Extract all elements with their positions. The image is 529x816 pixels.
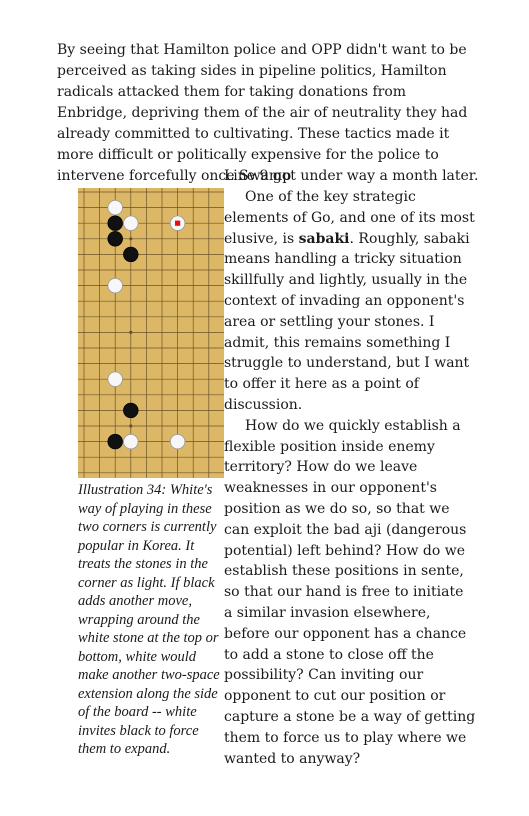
black-stone: [108, 232, 123, 247]
black-stone: [124, 403, 139, 418]
intro-paragraph: By seeing that Hamilton police and OPP didn't want to be perceived as taking sides in pipeline politics, Hamilton radicals attacked them for taking donations from Enbridge, depriving them of the air of neutrality they had already committed to cultivating. These tactics made it more difficult or politically expensive for the police to intervene forcefully once Swamp: [57, 42, 468, 184]
illustration-caption: Illustration 34: White's way of playing in these two corners is currently popular in Korea. It treats the stones in the corner as light. If black adds another move, wrapping around the white stone at the top or bottom, white would make another two-space extension along the side of the board -- white invites black to force them to expand.: [78, 482, 220, 757]
sabaki-paragraph: [224, 187, 476, 416]
black-stone: [108, 434, 123, 449]
white-stone: [108, 278, 123, 293]
sabaki-definition-text: . Roughly, sabaki means handling a tricky situation skillfully and lightly, usually in the context of invading an opponent's area or settling your stones. I admit, this remains something I struggle to understand, but I want to offer it here as a point of discussion.: [224, 230, 470, 413]
go-board-diagram: [78, 188, 224, 478]
go-board-illustration: [78, 188, 224, 478]
star-point: [129, 424, 132, 427]
black-stone: [108, 216, 123, 231]
last-move-marker: [175, 221, 180, 226]
white-stone: [124, 216, 139, 231]
black-stone: [124, 247, 139, 262]
star-point: [129, 237, 132, 240]
sabaki-term: sabaki: [298, 230, 350, 247]
white-stone: [124, 434, 139, 449]
white-stone: [108, 200, 123, 215]
sabaki-intro-text: One of the key strategic elements of Go, and one of its most elusive, is: [224, 189, 475, 247]
star-point: [129, 331, 132, 334]
white-stone: [170, 434, 185, 449]
main-text-column: [224, 187, 476, 769]
intro-paragraph-end: Line 9 got under way a month later.: [224, 168, 479, 184]
questions-paragraph: How do we quickly establish a flexible position inside enemy territory? How do we leave weaknesses in our opponent's position as we do so, so that we can exploit the bad aji (dangerous potential) left behind? How do we establish these positions in sente, so that our hand is free to initiate a similar invasion elsewhere, before our opponent has a chance to add a stone to close off the possibility? Can inviting our opponent to cut our position or capture a stone be a way of getting them to force us to play where we wanted to anyway?: [224, 417, 476, 767]
white-stone: [108, 372, 123, 387]
